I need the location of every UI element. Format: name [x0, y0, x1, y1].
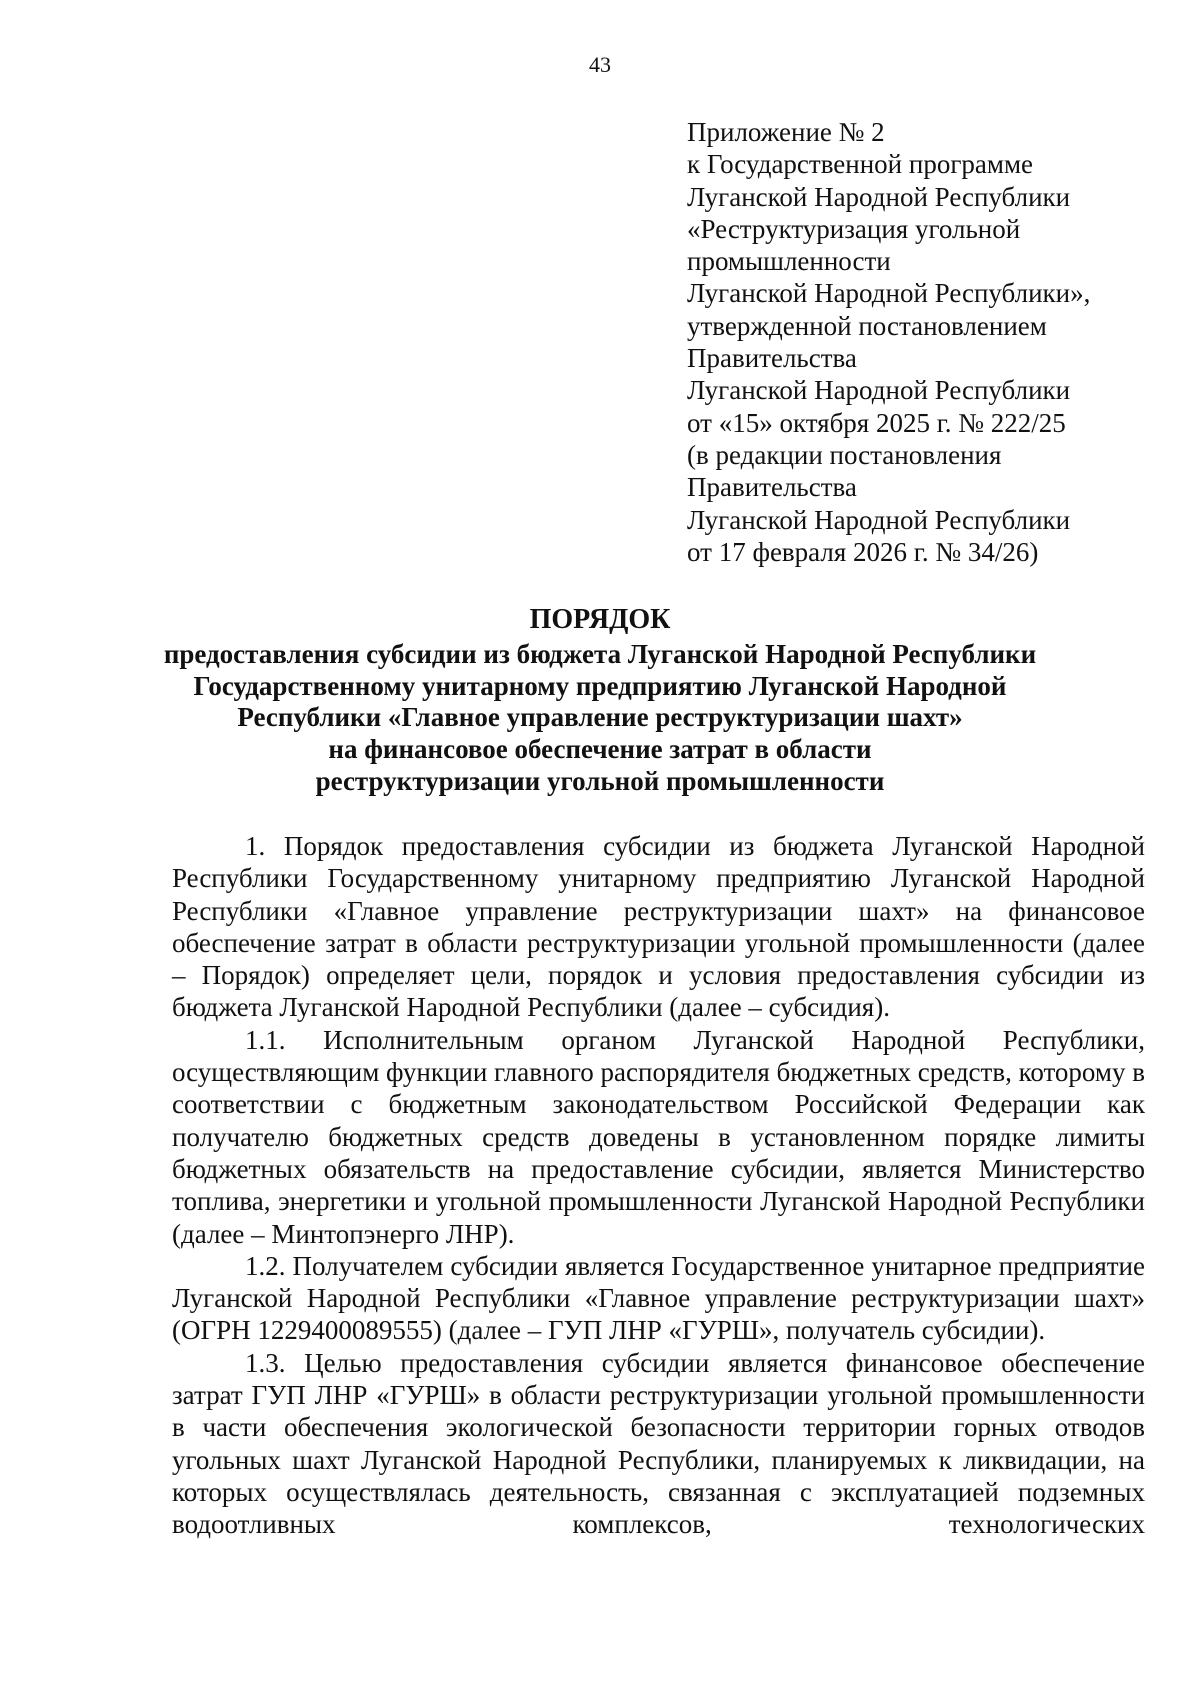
page-number: 43 — [589, 52, 611, 77]
paragraph-1-3: 1.3. Целью предоставления субсидии является финансовое обеспечение затрат ГУП ЛНР «ГУРШ» в области реструктуризации угольной промышленности в части обеспечения экологической безопасности территории горных отводов угольных шахт Луганской Народной Республики, планируемых к ликвидации, на которых осуществлялась деятельность, связанная с эксплуатацией подземных водоотливных комплексов, технологических — [172, 1347, 1145, 1540]
appendix-line: Луганской Народной Республики — [687, 375, 1071, 406]
appendix-line: Луганской Народной Республики — [687, 181, 1071, 212]
paragraph-1-1: 1.1. Исполнительным органом Луганской Народной Республики, осуществляющим функции главного распорядителя бюджетных средств, которому в соответствии с бюджетным законодательством Российской Федерации как получателю бюджетных средств доведены в установленном порядке лимиты бюджетных обязательств на предоставление субсидии, является Министерство топлива, энергетики и угольной промышленности Луганской Народной Республики (далее – Минтопэнерго ЛНР). — [172, 1024, 1145, 1249]
appendix-line: от «15» октября 2025 г. № 222/25 — [687, 407, 1066, 438]
document-subtitle-line: предоставления субсидии из бюджета Луганской Народной Республики — [163, 638, 1037, 669]
paragraph-1-2: 1.2. Получателем субсидии является Государственное унитарное предприятие Луганской Народной Республики «Главное управление реструктуризации шахт» (ОГРН 1229400089555) (далее – ГУП ЛНР «ГУРШ», получатель субсидии). — [172, 1250, 1145, 1346]
document-body — [172, 830, 1145, 1541]
document-subtitle-line: на финансовое обеспечение затрат в области — [328, 734, 872, 765]
appendix-line: промышленности — [687, 246, 891, 277]
appendix-line: Правительства — [687, 343, 857, 374]
paragraph-1: 1. Порядок предоставления субсидии из бюджета Луганской Народной Республики Государственному унитарному предприятию Луганской Народной Республики «Главное управление реструктуризации шахт» на финансовое обеспечение затрат в области реструктуризации угольной промышленности (далее – Порядок) определяет цели, порядок и условия предоставления субсидии из бюджета Луганской Народной Республики (далее – субсидия). — [172, 831, 1145, 1023]
appendix-line: Луганской Народной Республики», — [687, 278, 1091, 309]
appendix-line: (в редакции постановления — [687, 439, 1002, 470]
document-subtitle-line: Республики «Главное управление реструктуризации шахт» — [237, 702, 963, 733]
appendix-line: Луганской Народной Республики — [687, 504, 1071, 535]
document-title: ПОРЯДОК — [529, 604, 671, 635]
appendix-line: «Реструктуризация угольной — [687, 213, 1021, 244]
document-subtitle-line: реструктуризации угольной промышленности — [315, 765, 885, 796]
appendix-line: Правительства — [687, 472, 857, 503]
appendix-line: утвержденной постановлением — [687, 310, 1047, 341]
document-heading — [0, 604, 1200, 798]
appendix-line: от 17 февраля 2026 г. № 34/26) — [687, 536, 1039, 567]
document-subtitle-line: Государственному унитарному предприятию Луганской Народной — [193, 670, 1007, 701]
appendix-line: Приложение № 2 — [687, 117, 885, 147]
appendix-block — [687, 116, 1167, 568]
appendix-line: к Государственной программе — [687, 149, 1034, 180]
